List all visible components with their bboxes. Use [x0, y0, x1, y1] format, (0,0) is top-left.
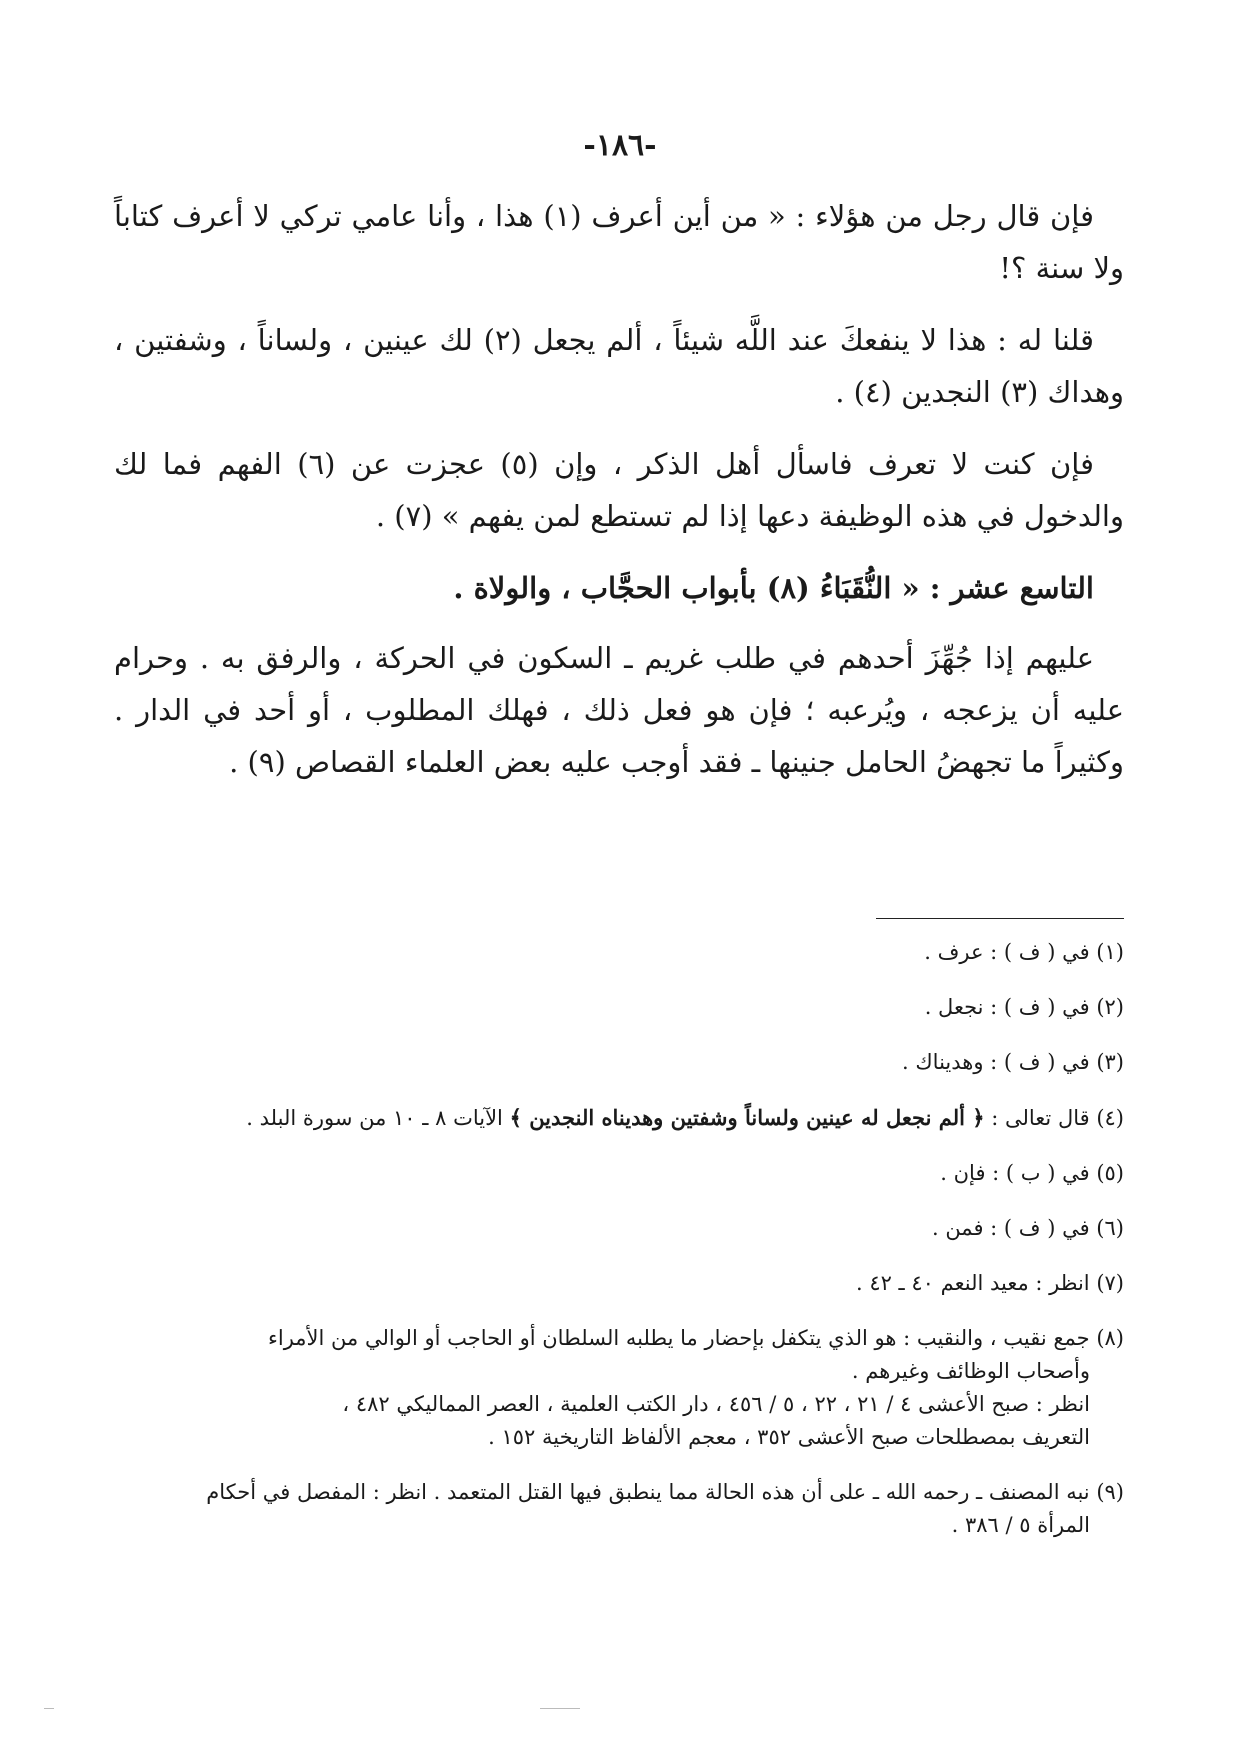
footnote-9-line-1: (٩) نبه المصنف ـ رحمه الله ـ على أن هذه الحالة مما ينطبق فيها القتل المتعمد . انظر : المفصل في أحكام — [206, 1480, 1124, 1504]
footnote-8-line-3: انظر : صبح الأعشى ٤ / ٢١ ، ٢٢ ، ٥ / ٤٥٦ ، دار الكتب العلمية ، العصر المماليكي ٤٨٢ ، — [342, 1392, 1090, 1416]
footnote-1: (١) في ( ف ) : عرف . — [924, 940, 1124, 964]
footnote-5: (٥) في ( ب ) : فإن . — [940, 1161, 1124, 1185]
section-heading: التاسع عشر : « النُّقَبَاءُ (٨) بأبواب الحجَّاب ، والولاة . — [453, 571, 1094, 605]
footnote-divider — [876, 918, 1124, 919]
footnote-4-quote: ﴿ ألم نجعل له عينين ولساناً وشفتين وهديناه النجدين ﴾ — [509, 1105, 985, 1130]
footnote-4-suffix: الآيات ٨ ـ ١٠ من سورة البلد . — [246, 1106, 503, 1130]
paragraph-2: قلنا له : هذا لا ينفعكَ عند اللَّه شيئاً ، ألم يجعل (٢) لك عينين ، ولساناً ، وشفتين ، وهداك (٣) النجدين (٤) . — [114, 323, 1124, 409]
footnote-4 — [114, 1101, 1124, 1135]
scan-artifact — [44, 1708, 54, 1709]
footnote-2: (٢) في ( ف ) : نجعل . — [924, 995, 1124, 1019]
paragraph-1: فإن قال رجل من هؤلاء : « من أين أعرف (١) هذا ، وأنا عامي تركي لا أعرف كتاباً ولا سنة ؟! — [114, 199, 1124, 285]
footnote-8-line-2: وأصحاب الوظائف وغيرهم . — [851, 1359, 1090, 1383]
footnote-8-line-1: (٨) جمع نقيب ، والنقيب : هو الذي يتكفل بإحضار ما يطلبه السلطان أو الحاجب أو الوالي من الأمراء — [268, 1326, 1124, 1350]
footnotes — [114, 936, 1124, 1564]
page-number: -١٨٦- — [583, 128, 657, 163]
footnote-7: (٧) انظر : معيد النعم ٤٠ ـ ٤٢ . — [855, 1271, 1124, 1295]
scan-artifact — [540, 1708, 580, 1709]
footnote-3: (٣) في ( ف ) : وهديناك . — [902, 1050, 1124, 1074]
paragraph-3: فإن كنت لا تعرف فاسأل أهل الذكر ، وإن (٥) عجزت عن (٦) الفهم فما لك والدخول في هذه الوظيفة دعها إذا لم تستطع لمن يفهم » (٧) . — [114, 447, 1124, 533]
footnote-6: (٦) في ( ف ) : فمن . — [931, 1216, 1124, 1240]
footnote-4-prefix: (٤) قال تعالى : — [991, 1106, 1124, 1130]
paragraph-4: عليهم إذا جُهِّزَ أحدهم في طلب غريم ـ السكون في الحركة ، والرفق به . وحرام عليه أن يزعجه ، ويُرعبه ؛ فإن هو فعل ذلك ، فهلك المطلوب ، أو أحد في الدار . وكثيراً ما تجهضُ الحامل جنينها ـ فقد أوجب عليه بعض العلماء القصاص (٩) . — [114, 641, 1124, 779]
footnote-9 — [114, 1476, 1124, 1542]
footnote-8 — [114, 1322, 1124, 1454]
main-text — [114, 190, 1124, 808]
footnote-8-line-4: التعريف بمصطلحات صبح الأعشى ٣٥٢ ، معجم الألفاظ التاريخية ١٥٢ . — [488, 1425, 1090, 1449]
footnote-9-line-2: المرأة ٥ / ٣٨٦ . — [951, 1513, 1090, 1537]
